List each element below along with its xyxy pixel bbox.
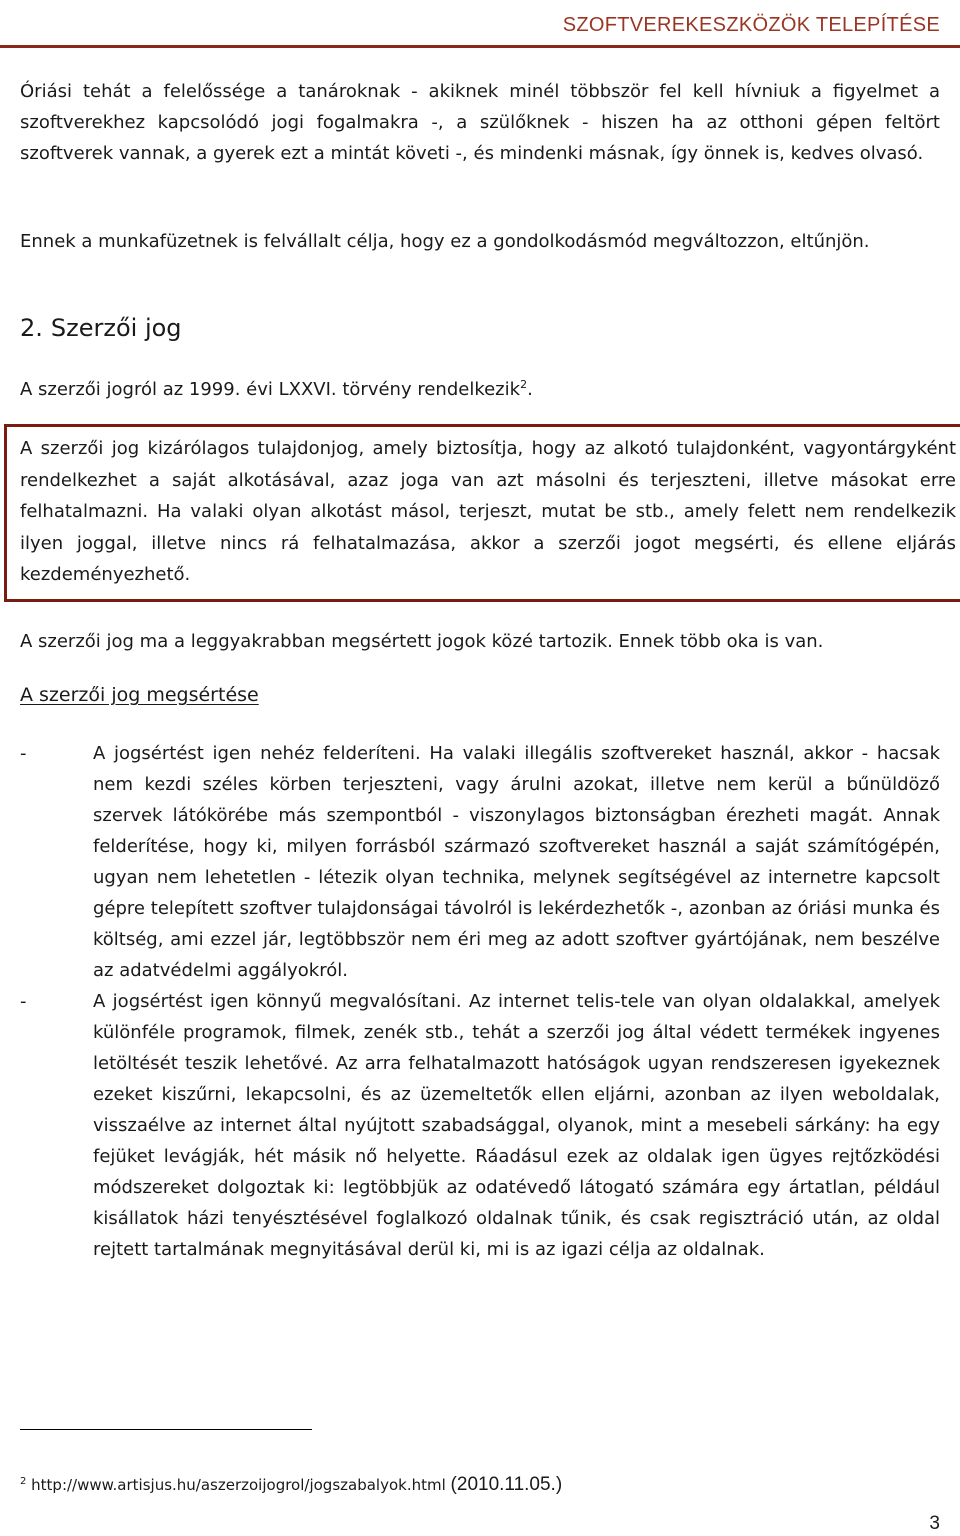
section-heading (20, 314, 182, 342)
footnote (20, 1474, 562, 1496)
footnote-reference[interactable]: 2 (520, 378, 528, 391)
page-number: 3 (929, 1513, 940, 1534)
dash-marker: - (20, 991, 27, 1012)
list-item (20, 986, 940, 1265)
footnote-rule (20, 1429, 312, 1430)
law-paragraph (20, 374, 940, 405)
goal-paragraph: Ennek a munkafüzetnek is felvállalt célja, hogy ez a gondolkodásmód megváltozzon, eltűnjön. (20, 231, 870, 252)
page-header (0, 0, 960, 50)
definition-box (4, 424, 960, 602)
infringement-list (20, 738, 940, 1265)
list-item-text: A jogsértést igen nehéz felderíteni. Ha valaki illegális szoftvereket használ, akkor - hacsak nem kezdi széles körben terjeszteni, vagy árulni azokat, illetve nem kerül a bűnüldöző szervek látókörébe más szempontból - viszonylagos biztonságban érezheti magát. Annak felderítése, hogy ki, milyen forrásból származó szoftvereket használ a saját számítógépén, ugyan nem lehetetlen - létezik olyan technika, melynek segítségével az internetre kapcsolt gépre telepített szoftver tulajdonságai távolról is lekérdezhetők -, azonban az óriási munka és költség, ami ezzel jár, legtöbbször nem éri meg az adott szoftver gyártójának, nem beszélve az adatvédelmi aggályokról. (93, 743, 940, 981)
footnote-date: (2010.11.05.) (450, 1474, 563, 1495)
definition-text: A szerzői jog kizárólagos tulajdonjog, amely biztosítja, hogy az alkotó tulajdonként, vagyontárgyként rendelkezhet a saját alkotásával, azaz joga van azt másolni és terjeszteni, illetve másokat erre felhatalmazni. Ha valaki olyan alkotást másol, terjeszt, mutat be stb., amely felett nem rendelkezik ilyen joggal, illetve nincs rá felhatalmazása, akkor a szerzői jogot megsérti, és ellene eljárás kezdeményezhető. (20, 438, 956, 585)
intro-paragraph: Óriási tehát a felelőssége a tanároknak - akiknek minél többször fel kell hívniuk a figyelmet a szoftverekhez kapcsolódó jogi fogalmakra -, a szülőknek - hiszen ha az otthoni gépen feltört szoftverek vannak, a gyerek ezt a mintát követi -, és mindenki másnak, így önnek is, kedves olvasó. (20, 81, 940, 164)
section-title: Szerzői jog (50, 314, 182, 342)
subheading: A szerzői jog megsértése (20, 684, 259, 706)
dash-marker: - (20, 743, 27, 764)
header-title: SZOFTVEREKESZKÖZÖK TELEPÍTÉSE (562, 14, 940, 36)
header-rule (0, 45, 960, 48)
list-item-text: A jogsértést igen könnyű megvalósítani. Az internet telis-tele van olyan oldalakkal, amelyek különféle programok, filmek, zenék stb., tehát a szerzői jog által védett termékek ingyenes letöltését teszik lehetővé. Az arra felhatalmazott hatóságok ugyan rendszeresen igyekeznek ezeket kiszűrni, lekapcsolni, és az üzemeltetők ellen eljárni, azonban az ilyen weboldalak, visszaélve az internet által nyújtott szabadsággal, olyanok, mint a mesebeli sárkány: ha egy fejüket levágják, hét másik nő helyette. Ráadásul ezek az oldalak igen ügyes rejtőzködési módszereket dolgoztak ki: legtöbbjük az odatévedő látogató számára egy ártatlan, például kisállatok házi tenyésztésével foglalkozó oldalnak tűnik, és csak regisztráció után, az oldal rejtett tartalmának megnyitásával derül ki, mi is az igazi célja az oldalnak. (93, 991, 940, 1260)
law-text: A szerzői jogról az 1999. évi LXXVI. törvény rendelkezik (20, 379, 521, 400)
law-text-end: . (527, 379, 533, 400)
common-paragraph: A szerzői jog ma a leggyakrabban megsértett jogok közé tartozik. Ennek több oka is van. (20, 631, 824, 652)
footnote-url[interactable]: http://www.artisjus.hu/aszerzoijogrol/jogszabalyok.html (31, 1476, 446, 1494)
footnote-number: 2 (20, 1476, 27, 1487)
section-number: 2. (20, 314, 43, 342)
list-item (20, 738, 940, 986)
